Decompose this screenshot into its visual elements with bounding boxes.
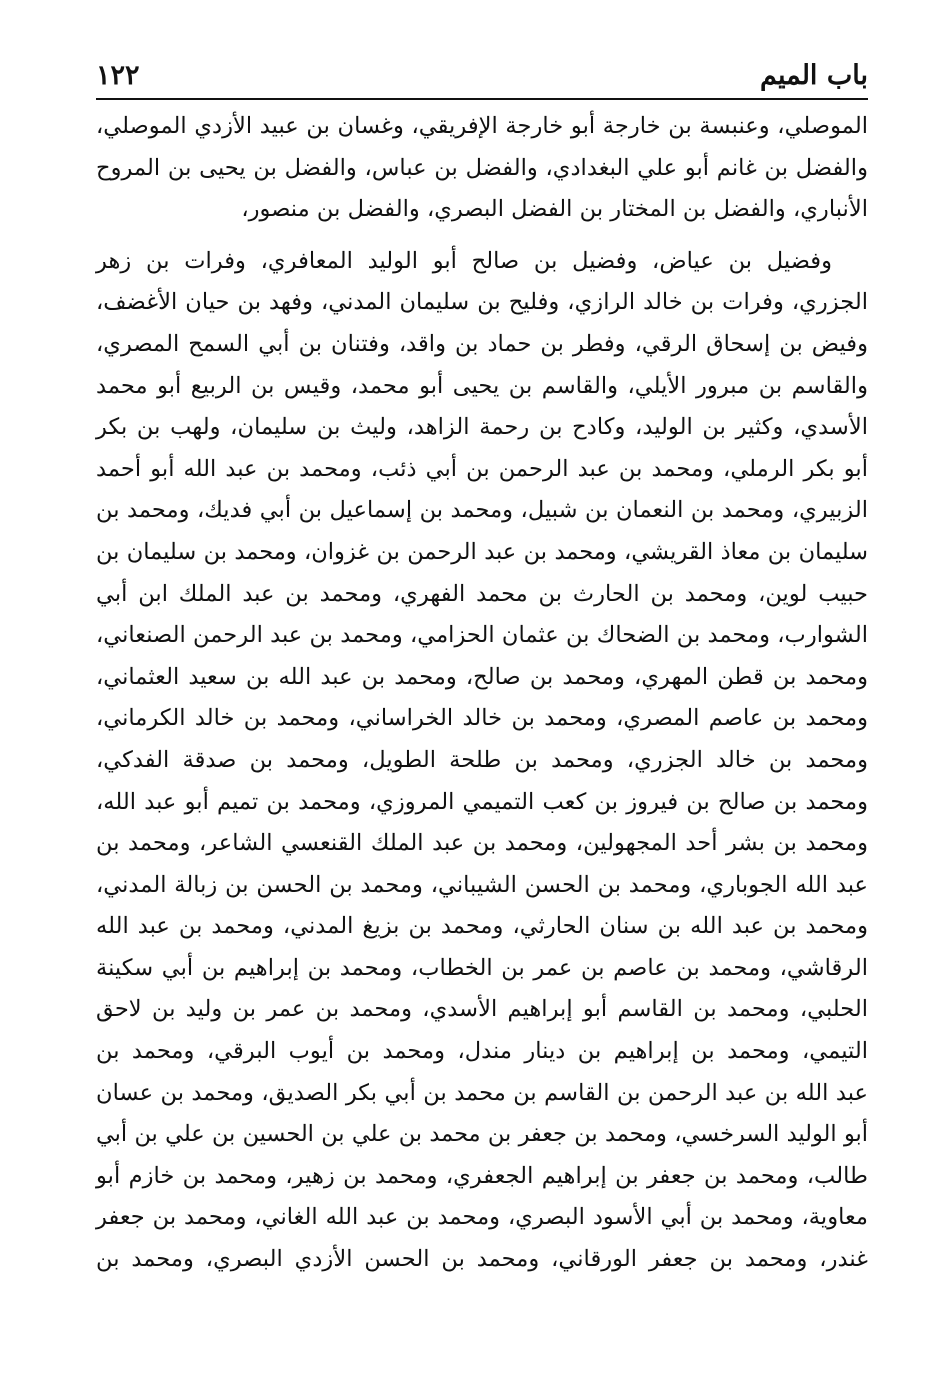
text-line: حبيب لوين، ومحمد بن الحارث بن محمد الفهري، ومحمد بن عبد الملك ابن أبي [96,580,868,607]
running-header [96,56,868,98]
header-rule [96,98,868,100]
text-line: ومحمد بن بشر أحد المجهولين، ومحمد بن عبد الملك القنعسي الشاعر، ومحمد بن [96,830,868,857]
text-line: الأسدي، وكثير بن الوليد، وكادح بن رحمة الزاهد، وليث بن سليمان، ولهب بن بكر [96,414,868,441]
page-number: ١٢٢ [96,60,140,91]
body-text [96,106,868,1281]
text-line: الحلبي، ومحمد بن القاسم أبو إبراهيم الأسدي، ومحمد بن عمر بن وليد بن لاحق [96,996,868,1023]
text-line: أبو بكر الرملي، ومحمد بن عبد الرحمن بن أبي ذئب، ومحمد بن عبد الله أبو أحمد [96,455,868,482]
text-line: عبد الله الجوباري، ومحمد بن الحسن الشيباني، ومحمد بن الحسن بن زبالة المدني، [96,871,868,898]
chapter-title: باب الميم [759,60,868,91]
text-line: الشوارب، ومحمد بن الضحاك بن عثمان الحزامي، ومحمد بن عبد الرحمن الصنعاني، [96,622,868,649]
text-line: طالب، ومحمد بن جعفر بن إبراهيم الجعفري، ومحمد بن زهير، ومحمد بن خازم أبو [96,1162,868,1189]
text-line: ومحمد بن صالح بن فيروز بن كعب التميمي المروزي، ومحمد بن تميم أبو عبد الله، [96,788,868,815]
text-line: الموصلي، وعنبسة بن خارجة أبو خارجة الإفريقي، وغسان بن عبيد الأزدي الموصلي، [96,113,868,139]
text-line: الرقاشي، ومحمد بن عاصم بن عمر بن الخطاب، ومحمد بن إبراهيم بن أبي سكينة [96,954,868,981]
text-line: وفضيل بن عياض، وفضيل بن صالح أبو الوليد المعافري، وفرات بن زهر [96,247,832,274]
text-line: معاوية، ومحمد بن أبي الأسود البصري، ومحمد بن عبد الله الغاني، ومحمد بن جعفر [96,1204,868,1231]
text-line: التيمي، ومحمد بن إبراهيم بن دينار مندل، ومحمد بن أيوب البرقي، ومحمد بن [96,1038,868,1065]
paragraph-1 [96,106,868,231]
text-line: والقاسم بن مبرور الأيلي، والقاسم بن يحيى أبو محمد، وقيس بن الربيع أبو محمد [96,372,868,399]
text-line: ومحمد بن عبد الله بن سنان الحارثي، ومحمد بن بزيغ المدني، ومحمد بن عبد الله [96,913,868,940]
text-line: عبد الله بن عبد الرحمن بن القاسم بن محمد بن أبي بكر الصديق، ومحمد بن عسان [96,1079,868,1106]
text-line: غندر، ومحمد بن جعفر الورقاني، ومحمد بن الحسن الأزدي البصري، ومحمد بن [96,1246,868,1273]
text-line: الزبيري، ومحمد بن النعمان بن شبيل، ومحمد بن إسماعيل بن أبي فديك، ومحمد بن [96,497,868,524]
text-line: سليمان بن معاذ القريشي، ومحمد بن عبد الرحمن بن غزوان، ومحمد بن سليمان بن [96,538,868,565]
text-line: الجزري، وفرات بن خالد الرازي، وفليح بن سليمان المدني، وفهد بن حيان الأغضف، [96,289,868,316]
paragraph-2 [96,241,868,1281]
text-line: وفيض بن إسحاق الرقي، وفطر بن حماد بن واقد، وفتنان بن أبي السمح المصري، [96,330,868,357]
book-page [96,56,868,1281]
text-line: ومحمد بن خالد الجزري، ومحمد بن طلحة الطويل، ومحمد بن صدقة الفدكي، [96,746,868,773]
text-line: والفضل بن غانم أبو علي البغدادي، والفضل بن عباس، والفضل بن يحيى بن المروح [96,154,868,181]
text-line: أبو الوليد السرخسي، ومحمد بن جعفر بن محمد بن علي بن الحسين بن علي بن أبي [96,1121,868,1148]
text-line: ومحمد بن عاصم المصري، ومحمد بن خالد الخراساني، ومحمد بن خالد الكرماني، [96,705,868,732]
text-line: الأنباري، والفضل بن المختار بن الفضل البصري، والفضل بن منصور، [241,196,868,223]
text-line: ومحمد بن قطن المهري، ومحمد بن صالح، ومحمد بن عبد الله بن سعيد العثماني، [96,663,868,690]
